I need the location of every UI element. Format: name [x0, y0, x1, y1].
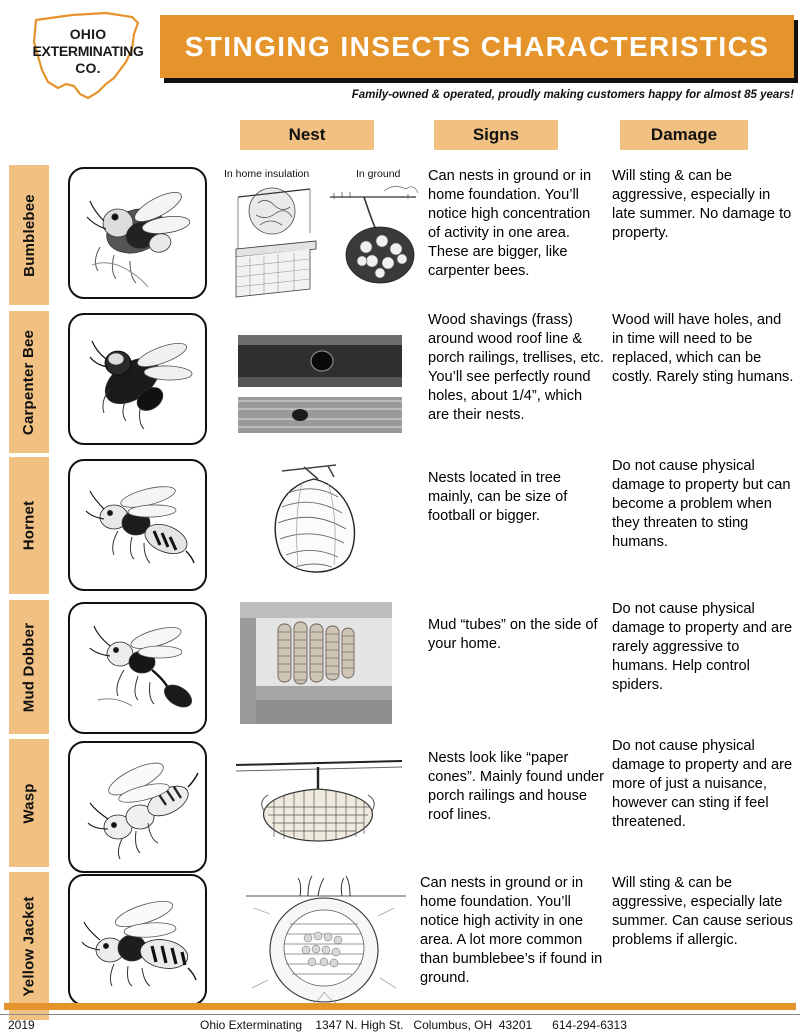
- row-label-text: Yellow Jacket: [20, 895, 38, 997]
- nest-illustration-wasp: [234, 745, 404, 857]
- damage-cell-bumblebee: Will sting & can be aggressive, especially in late summer. No damage to property.: [612, 168, 792, 241]
- footer-accent-rule: [4, 1003, 796, 1010]
- row-label-text: Hornet: [20, 500, 38, 551]
- page-title: STINGING INSECTS CHARACTERISTICS: [184, 30, 770, 62]
- row-label-carpenter-bee: [9, 311, 49, 453]
- row-label-wasp: [9, 739, 49, 867]
- damage-cell-mud-dobber: Do not cause physical damage to property and are rarely aggressive to humans. Help control spiders.: [612, 601, 793, 693]
- row-label-text: Bumblebee: [20, 193, 38, 277]
- footer-address: Ohio Exterminating 1347 N. High St. Columbus, OH 43201 614-294-6313: [200, 1018, 627, 1032]
- company-logo: [14, 4, 162, 104]
- column-header-damage: Damage: [620, 120, 748, 150]
- column-header-nest: Nest: [240, 120, 374, 150]
- row-label-bumblebee: [9, 165, 49, 305]
- insect-photo-yellow-jacket: [68, 874, 207, 1006]
- page-footer: [0, 1018, 800, 1035]
- nest-sublabel-ground: In ground: [356, 168, 401, 180]
- insect-photo-wasp: [68, 741, 207, 873]
- damage-cell-yellow-jacket: Will sting & can be aggressive, especially late summer. Can cause serious problems if allergic.: [612, 875, 793, 948]
- logo-line-2: EXTERMINATING: [32, 43, 144, 60]
- insect-photo-hornet: [68, 459, 207, 591]
- signs-cell-wasp: Nests look like “paper cones”. Mainly found under porch railings and house roof lines.: [428, 750, 605, 823]
- logo-wordmark: [14, 26, 162, 77]
- nest-illustration-bumblebee: [214, 163, 420, 303]
- insect-photo-mud-dobber: [68, 602, 207, 734]
- table-row: [0, 163, 800, 309]
- nest-illustration-mud-dobber: [240, 602, 392, 724]
- row-label-text: Wasp: [20, 782, 38, 824]
- signs-cell-carpenter-bee: Wood shavings (frass) around wood roof line & porch railings, trellises, etc. You’ll see perfectly round holes, about 1/4”, which are their nests.: [428, 312, 605, 423]
- row-label-mud-dobber: [9, 600, 49, 734]
- table-row: [0, 309, 800, 455]
- nest-illustration-hornet: [242, 461, 392, 586]
- signs-cell-bumblebee: Can nests in ground or in home foundation. You’ll notice high concentration of activity in one area. These are bigger, like carpenter bees.: [428, 168, 592, 279]
- signs-cell-hornet: Nests located in tree mainly, can be size of football or bigger.: [428, 470, 568, 524]
- table-row: [0, 598, 800, 737]
- damage-cell-carpenter-bee: Wood will have holes, and in time will need to be replaced, which can be costly. Rarely sting humans.: [612, 312, 794, 385]
- nest-illustration-yellow-jacket: [246, 874, 406, 1006]
- damage-cell-wasp: Do not cause physical damage to property and are more of just a nuisance, however can sting if feel threatened.: [612, 738, 793, 830]
- column-header-row: [0, 120, 800, 154]
- row-label-text: Mud Dobber: [20, 622, 38, 712]
- row-label-text: Carpenter Bee: [20, 329, 38, 435]
- nest-sublabel-insulation: In home insulation: [224, 168, 310, 180]
- page-header: [0, 0, 800, 101]
- table-row: [0, 737, 800, 870]
- damage-cell-hornet: Do not cause physical damage to property but can become a problem when they threaten to sting humans.: [612, 458, 791, 550]
- column-header-signs: Signs: [434, 120, 558, 150]
- logo-line-3: CO.: [75, 60, 101, 77]
- signs-cell-yellow-jacket: Can nests in ground or in home foundation. You’ll notice high activity in one area. A lot more common than bumblebee’s if found in ground.: [420, 875, 603, 986]
- title-banner: [160, 15, 794, 78]
- signs-cell-mud-dobber: Mud “tubes” on the side of your home.: [428, 617, 598, 652]
- insect-photo-bumblebee: [68, 167, 207, 299]
- company-tagline: Family-owned & operated, proudly making customers happy for almost 85 years!: [351, 89, 794, 101]
- nest-illustration-carpenter-bee: [230, 331, 410, 441]
- table-row: [0, 870, 800, 1020]
- footer-divider: [0, 1014, 800, 1015]
- logo-line-1: OHIO: [69, 26, 107, 42]
- row-label-hornet: [9, 457, 49, 594]
- insect-photo-carpenter-bee: [68, 313, 207, 445]
- insect-table-body: [0, 163, 800, 1020]
- row-label-yellow-jacket: [9, 872, 49, 1020]
- table-row: [0, 455, 800, 598]
- footer-year: 2019: [8, 1018, 35, 1032]
